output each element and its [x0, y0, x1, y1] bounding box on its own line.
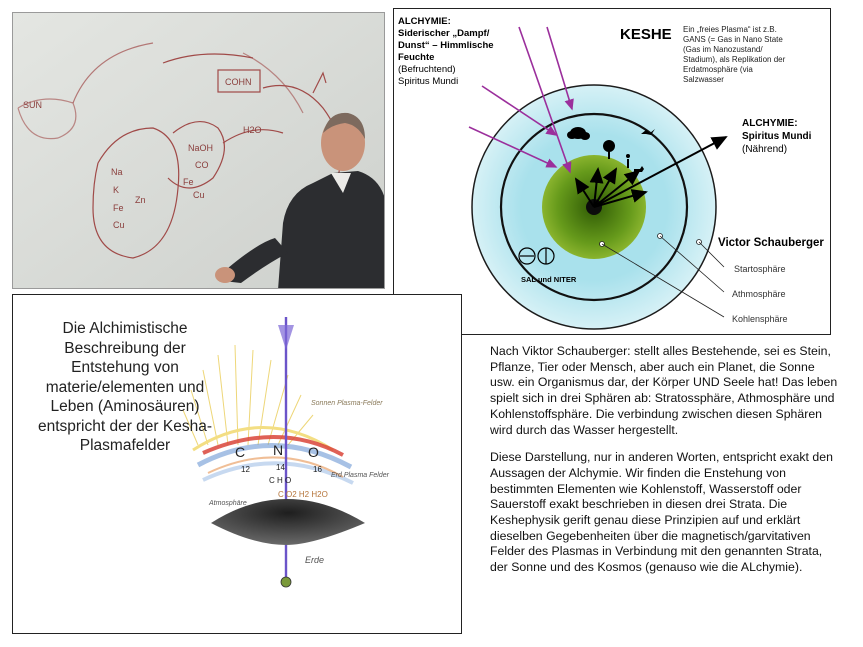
keshe-note-line-3: (Gas im Nanozustand/ [683, 45, 763, 54]
keshe-note-line-6: Salzwasser [683, 75, 724, 84]
keshe-note-line-1: Ein „freies Plasma“ ist z.B. [683, 25, 777, 34]
alchemy-right-line-1: Spiritus Mundi [742, 131, 812, 142]
sketch-letter-c: C [235, 444, 246, 460]
sal-niter-label: SAL und NITER [521, 275, 577, 284]
keshe-note-line-2: GANS (= Gas in Nano State [683, 35, 783, 44]
board-label-1: COHN [225, 77, 252, 87]
sketch-panel [12, 294, 462, 634]
alchemy-left-line-2: Dunst“ – Himmlische [398, 40, 494, 51]
board-label-5: Cu [113, 220, 125, 230]
earth-small-marker [281, 577, 291, 587]
sphere-label-stratosphere: Startosphäre [734, 264, 786, 274]
explanation-text [490, 344, 840, 588]
explanation-paragraph-1: Nach Viktor Schauberger: stellt alles Bestehende, sei es Stein, Pflanze, Tier oder Mensch, aber auch ein Planet, die Sonne usw. ein Organismus dar, der Körper UND Seele hat! Das leben spielt sich in drei Sphären ab: Stratossphäre, Athmosphäre und Kohlenstoffsphäre. Die verbindung zwischen diesen Sphären wird durch das Wasser hergestellt. [490, 344, 838, 437]
sketch-number-16: 16 [313, 465, 322, 474]
whiteboard-photo [12, 12, 385, 289]
earth-field-label: Erd Plasma Felder [331, 472, 389, 479]
sketch-number-12: 12 [241, 465, 250, 474]
sketch-caption: Die Alchimistische Beschreibung der Entstehung von materie/elementen und Leben (Aminosäuren) entspricht der der Kesha-Plasmafelder [37, 320, 213, 454]
board-label-10: Fe [183, 177, 194, 187]
board-label-3: K [113, 185, 120, 195]
atmosphere-label: Atmosphäre [209, 500, 247, 507]
alchemy-left-line-5: Spiritus Mundi [398, 76, 459, 87]
earth-label: Erde [305, 555, 325, 565]
board-label-2: Na [111, 167, 123, 177]
board-label-4: Fe [113, 203, 124, 213]
schauberger-label: Victor Schauberger [718, 237, 824, 249]
sketch-letter-n: N [273, 442, 284, 458]
keshe-note-line-5: Erdatmosphäre (via [683, 65, 753, 74]
whiteboard-photo-drawing [13, 13, 385, 289]
board-label-7: NaOH [188, 143, 214, 153]
keshe-note-line-4: Stadium), als Replikation der [683, 55, 786, 64]
person-icon [627, 159, 629, 168]
board-label-11: Cu [193, 190, 205, 200]
sun-field-label: Sonnen Plasma-Felder [311, 400, 383, 407]
explanation-paragraph-2: Diese Darstellung, nur in anderen Worten, entspricht exakt den Aussagen der Alchymie. Wir finden die Enstehung von bestimmten Elementen wie Kohlenstoff, Wasserstoff oder Sauerstoff exakt beschrieben in diesen drei Strata. Die Keshephysik gerift genau diese Prinzipien auf und erklärt dieselben Gegebenheiten über die magnetisch/garvitativen Felder des Plasmas in Verbindung mit den genannten Strata, der Sonne und des Kosmos (genauso wie die ALchymie). [490, 450, 833, 575]
board-label-9: H2O [243, 125, 262, 135]
board-label-0: SUN [23, 100, 43, 110]
alchemy-right-title: ALCHYMIE: [742, 118, 798, 129]
sketch-letter-o: O [308, 444, 319, 460]
sphere-diagram [393, 8, 831, 335]
alchemy-left-title: ALCHYMIE: [398, 16, 451, 27]
alchemy-right-line-2: (Nährend) [742, 144, 788, 155]
sphere-label-atmosphere: Athmosphäre [732, 289, 786, 299]
alchemy-left-line-4: (Befruchtend) [398, 64, 456, 75]
sketch-formula-2: C O2 H2 H2O [278, 490, 328, 499]
board-label-8: CO [195, 160, 209, 170]
board-label-6: Zn [135, 195, 146, 205]
sketch-formula: C H O [269, 476, 292, 485]
keshe-title: KESHE [620, 26, 672, 43]
sketch-number-14: 14 [276, 463, 285, 472]
sphere-label-carbon: Kohlensphäre [732, 314, 788, 324]
alchemy-left-line-1: Siderischer „Dampf/ [398, 28, 490, 39]
sphere-diagram-drawing [394, 9, 831, 335]
alchemy-left-line-3: Feuchte [398, 52, 435, 63]
